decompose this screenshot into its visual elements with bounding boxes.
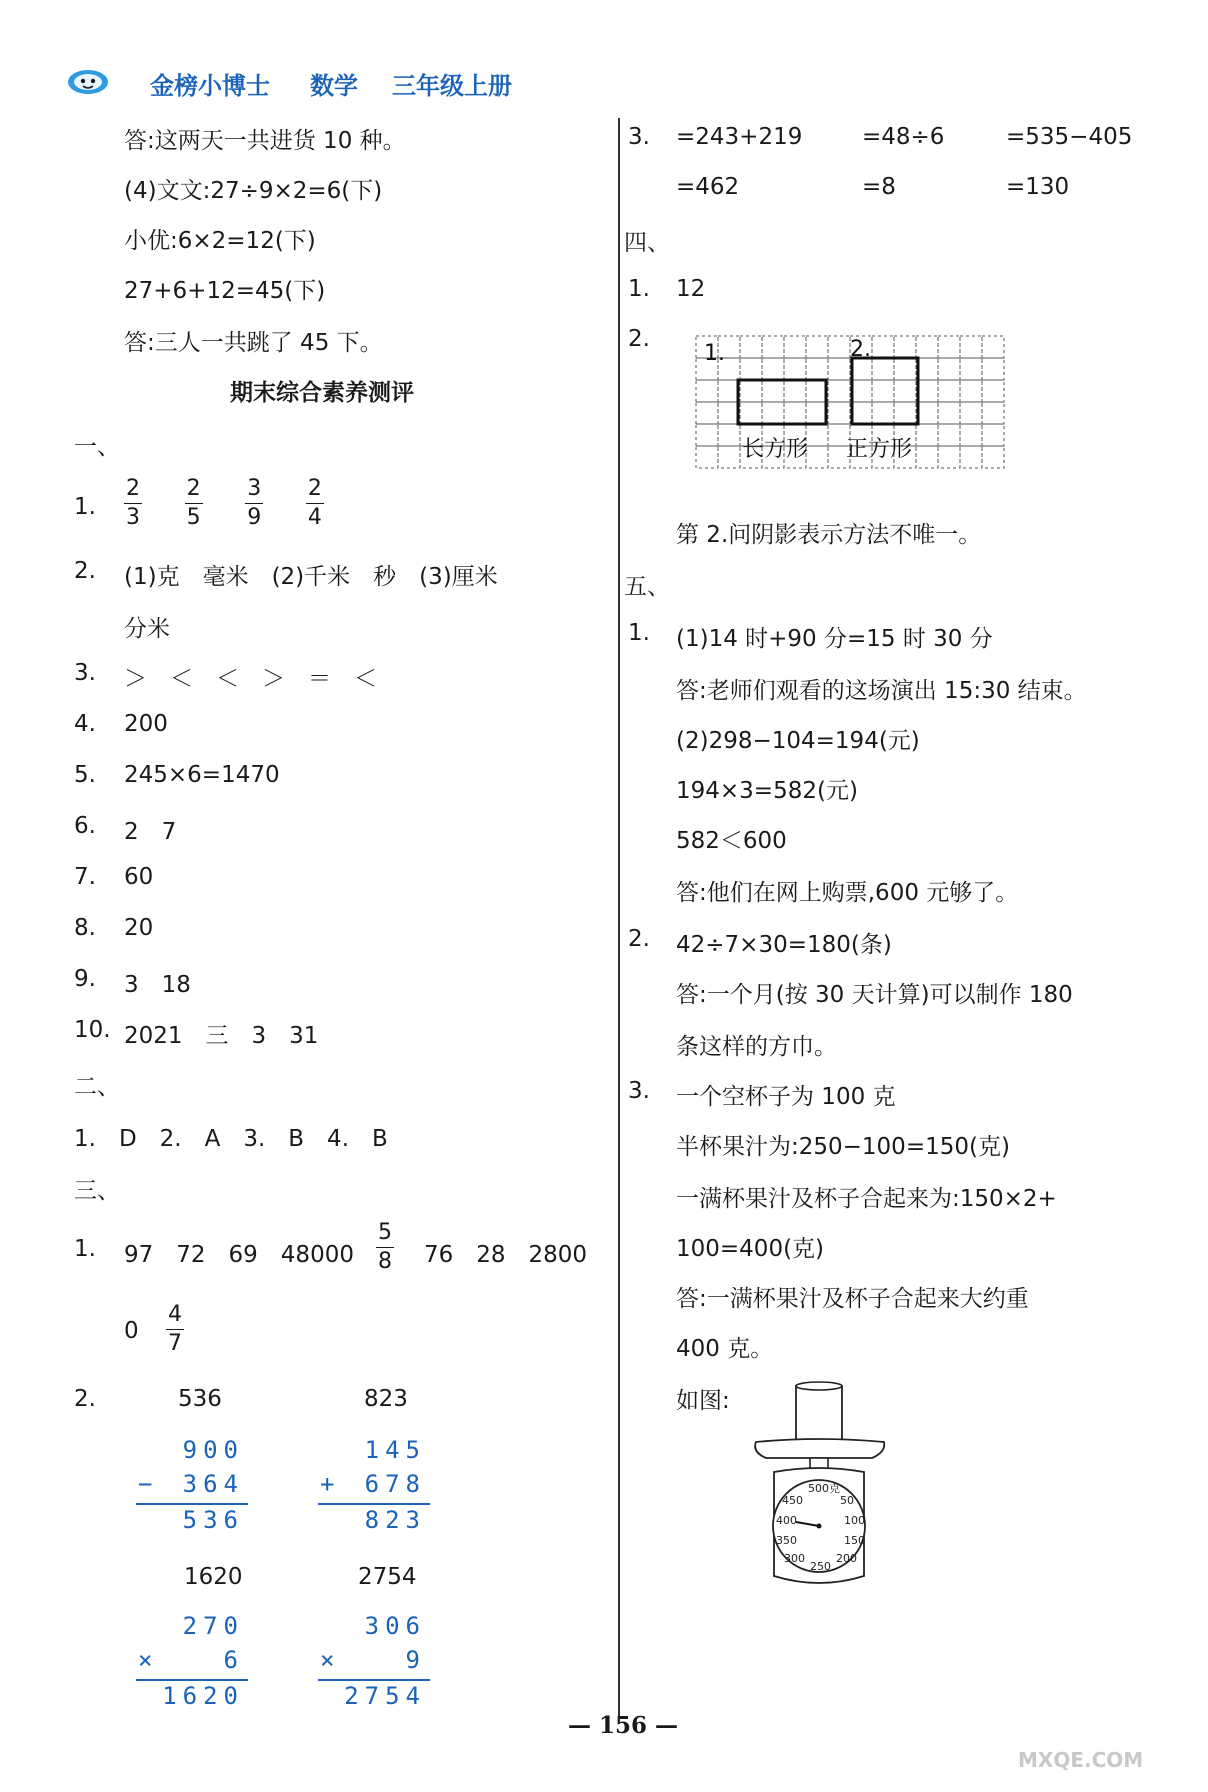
calc-operand-top: 900 [182, 1436, 244, 1464]
grid-cell [982, 446, 1004, 468]
calc-operand-bottom: 6 [223, 1646, 244, 1674]
answer-line: 一个空杯子为 100 克 [676, 1084, 896, 1110]
dial-label: 100 [844, 1514, 865, 1527]
part-heading: 一、 [74, 434, 120, 460]
answer-line: 如图: [676, 1388, 730, 1414]
cartoon-logo-icon [66, 66, 110, 96]
answer-line: 答:这两天一共进货 10 种。 [124, 128, 406, 154]
calc-line [136, 1503, 248, 1505]
calc-result: 2754 [358, 1564, 417, 1590]
dial-label: 500克 [808, 1482, 840, 1495]
grid-cell [696, 380, 718, 402]
grid-cell [806, 424, 828, 446]
grid-cell [982, 336, 1004, 358]
dial-label: 400 [776, 1514, 797, 1527]
rectangle-label: 长方形 [742, 437, 809, 462]
answer-line: 400 克。 [676, 1336, 774, 1362]
answer-line: 100=400(克) [676, 1236, 825, 1262]
page-number: — 156 — [568, 1712, 679, 1739]
calc-step: =8 [862, 174, 896, 200]
calc-answer: 1620 [162, 1682, 244, 1710]
grid-cell [938, 402, 960, 424]
grid-cell [982, 358, 1004, 380]
grid-cell [894, 380, 916, 402]
grid-cell [982, 380, 1004, 402]
watermark-text: MXQE.COM [1018, 1748, 1144, 1772]
question-number: 7. [74, 864, 96, 890]
calc-line [318, 1503, 430, 1505]
grid-cell [828, 402, 850, 424]
question-number: 3. [74, 660, 96, 686]
question-number: 3. [628, 1078, 650, 1104]
answer-line: 200 [124, 711, 168, 737]
square-shape [852, 358, 918, 424]
question-number: 1. [628, 276, 650, 302]
dial-label: 350 [776, 1534, 797, 1547]
grid-cell [872, 402, 894, 424]
scale-figure [752, 1380, 892, 1592]
fraction: $\frac{5}{8}$ [378, 1220, 392, 1274]
grid-cell [762, 380, 784, 402]
answer-line: 1. D 2. A 3. B 4. B [74, 1126, 388, 1152]
grid-cell [696, 446, 718, 468]
calc-operator: − [138, 1470, 159, 1498]
grid-cell [960, 380, 982, 402]
grid-cell [828, 380, 850, 402]
question-number: 3. [628, 124, 650, 150]
grid-cell [872, 336, 894, 358]
answer-line: 半杯果汁为:250−100=150(克) [676, 1134, 1010, 1160]
grid-cell [784, 336, 806, 358]
grid-cell [718, 446, 740, 468]
square-label: 正方形 [846, 437, 913, 462]
answer-line: 2021 三 3 31 [124, 1023, 319, 1049]
grid-cell [916, 446, 938, 468]
answer-line: 答:一满杯果汁及杯子合起来大约重 [676, 1286, 1029, 1312]
question-number: 1. [628, 620, 650, 646]
note-line: 第 2.问阴影表示方法不唯一。 [676, 522, 982, 548]
grid-cell [916, 336, 938, 358]
calc-answer: 536 [182, 1506, 244, 1534]
part-heading: 五、 [624, 574, 670, 600]
answer-line: 42÷7×30=180(条) [676, 932, 892, 958]
grid-label-2: 2. [850, 337, 871, 362]
calc-operator: + [320, 1470, 341, 1498]
grid-cell [938, 336, 960, 358]
grid-cell [938, 358, 960, 380]
question-number: 4. [74, 711, 96, 737]
brand-title: 金榜小博士 [150, 72, 270, 100]
grid-cell [894, 358, 916, 380]
subject-title: 数学 [310, 72, 358, 100]
question-number: 2. [628, 326, 650, 352]
question-number: 2. [74, 558, 96, 584]
calc-operand-bottom: 9 [405, 1646, 426, 1674]
calc-result: 823 [364, 1386, 408, 1412]
answer-line: 答:他们在网上购票,600 元够了。 [676, 880, 1019, 906]
calc-answer: 823 [364, 1506, 426, 1534]
grid-cell [872, 380, 894, 402]
grid-label-1: 1. [704, 341, 725, 366]
fraction: $\frac{4}{7}$ [168, 1302, 182, 1356]
grid-cell [938, 446, 960, 468]
question-number: 1. [74, 494, 96, 520]
answer-line: (2)298−104=194(元) [676, 728, 920, 754]
grid-cell [982, 424, 1004, 446]
grid-cell [938, 380, 960, 402]
grid-cell [696, 402, 718, 424]
calc-line [136, 1679, 248, 1681]
answer-line: (1)14 时+90 分=15 时 30 分 [676, 626, 993, 652]
dial-label: 250 [810, 1560, 831, 1573]
grid-cell [806, 446, 828, 468]
calc-operator: × [138, 1646, 159, 1674]
answer-line: 3 18 [124, 972, 191, 998]
calc-operand-bottom: 364 [182, 1470, 244, 1498]
calc-step: =535−405 [1006, 124, 1133, 150]
dial-label: 50 [840, 1494, 854, 1507]
calc-operand-top: 145 [364, 1436, 426, 1464]
fraction-list [124, 478, 324, 529]
answer-line: 60 [124, 864, 154, 890]
grid-cell [784, 358, 806, 380]
fraction: $\frac{2}{5}$ [186, 476, 201, 530]
calc-line [318, 1679, 430, 1681]
calc-result: 1620 [184, 1564, 243, 1590]
part-heading: 三、 [74, 1178, 120, 1204]
grid-cell [696, 424, 718, 446]
grid-cell [960, 402, 982, 424]
column-divider [618, 118, 620, 1724]
calc-answer: 2754 [344, 1682, 426, 1710]
grid-cell [806, 336, 828, 358]
calc-step: =48÷6 [862, 124, 945, 150]
answer-line: 12 [676, 276, 706, 302]
grid-cell [982, 402, 1004, 424]
answer-line: 582＜600 [676, 828, 787, 854]
answer-line: (1)克 毫米 (2)千米 秒 (3)厘米 [124, 564, 498, 590]
grid-cell [784, 380, 806, 402]
calc-step: =243+219 [676, 124, 803, 150]
calc-operator: × [320, 1646, 341, 1674]
dial-label: 200 [836, 1552, 857, 1565]
fraction: $\frac{3}{9}$ [247, 476, 262, 530]
answer-line: 分米 [124, 616, 170, 642]
question-number: 9. [74, 966, 96, 992]
question-number: 8. [74, 915, 96, 941]
answer-line: ＞ ＜ ＜ ＞ ＝ ＜ [124, 666, 377, 692]
grid-cell [828, 336, 850, 358]
dial-label: 450 [782, 1494, 803, 1507]
answer-line: 答:一个月(按 30 天计算)可以制作 180 [676, 982, 1073, 1008]
grid-cell [894, 336, 916, 358]
fraction: $\frac{2}{4}$ [307, 476, 322, 530]
grid-cell [762, 358, 784, 380]
grid-cell [872, 358, 894, 380]
calc-operand-top: 270 [182, 1612, 244, 1640]
grid-cell [740, 358, 762, 380]
question-number: 1. [74, 1236, 96, 1262]
grid-cell [916, 424, 938, 446]
part-heading: 二、 [74, 1074, 120, 1100]
answer-line: 76 28 2800 [424, 1242, 588, 1268]
grid-cell [806, 358, 828, 380]
answer-line: 0 [124, 1318, 139, 1344]
grid-cell [894, 402, 916, 424]
grid-cell [740, 380, 762, 402]
grid-cell [740, 402, 762, 424]
grid-figure [694, 334, 1012, 474]
answer-line: 20 [124, 915, 154, 941]
answer-line: 答:三人一共跳了 45 下。 [124, 330, 383, 356]
calc-step: =130 [1006, 174, 1070, 200]
grade-title: 三年级上册 [392, 72, 512, 100]
answer-line: (4)文文:27÷9×2=6(下) [124, 178, 383, 204]
question-number: 2. [74, 1386, 96, 1412]
question-number: 5. [74, 762, 96, 788]
answer-line: 194×3=582(元) [676, 778, 858, 804]
answer-line: 条这样的方巾。 [676, 1034, 837, 1060]
dial-label: 300 [784, 1552, 805, 1565]
answer-line: 小优:6×2=12(下) [124, 228, 316, 254]
question-number: 2. [628, 926, 650, 952]
grid-cell [938, 424, 960, 446]
calc-operand-top: 306 [364, 1612, 426, 1640]
answer-line: 答:老师们观看的这场演出 15:30 结束。 [676, 678, 1087, 704]
grid-cell [784, 402, 806, 424]
grid-cell [960, 358, 982, 380]
answer-line: 一满杯果汁及杯子合起来为:150×2+ [676, 1186, 1057, 1212]
dial-label: 150 [844, 1534, 865, 1547]
grid-cell [762, 336, 784, 358]
grid-cell [718, 424, 740, 446]
grid-cell [762, 402, 784, 424]
answer-line: 97 72 69 48000 [124, 1242, 354, 1268]
question-number: 6. [74, 813, 96, 839]
cup-icon [796, 1386, 842, 1442]
calc-result: 536 [178, 1386, 222, 1412]
answer-line: 27+6+12=45(下) [124, 278, 326, 304]
answer-line: 2 7 [124, 819, 177, 845]
part-heading: 四、 [624, 230, 670, 256]
answer-line: 245×6=1470 [124, 762, 280, 788]
section-title: 期末综合素养测评 [230, 380, 414, 406]
grid-cell [960, 446, 982, 468]
scale-pan [755, 1439, 884, 1458]
fraction: $\frac{2}{3}$ [126, 476, 140, 530]
question-number: 10. [74, 1017, 111, 1043]
grid-cell [740, 336, 762, 358]
calc-step: =462 [676, 174, 740, 200]
grid-cell [960, 336, 982, 358]
calc-operand-bottom: 678 [364, 1470, 426, 1498]
grid-cell [960, 424, 982, 446]
grid-cell [828, 358, 850, 380]
